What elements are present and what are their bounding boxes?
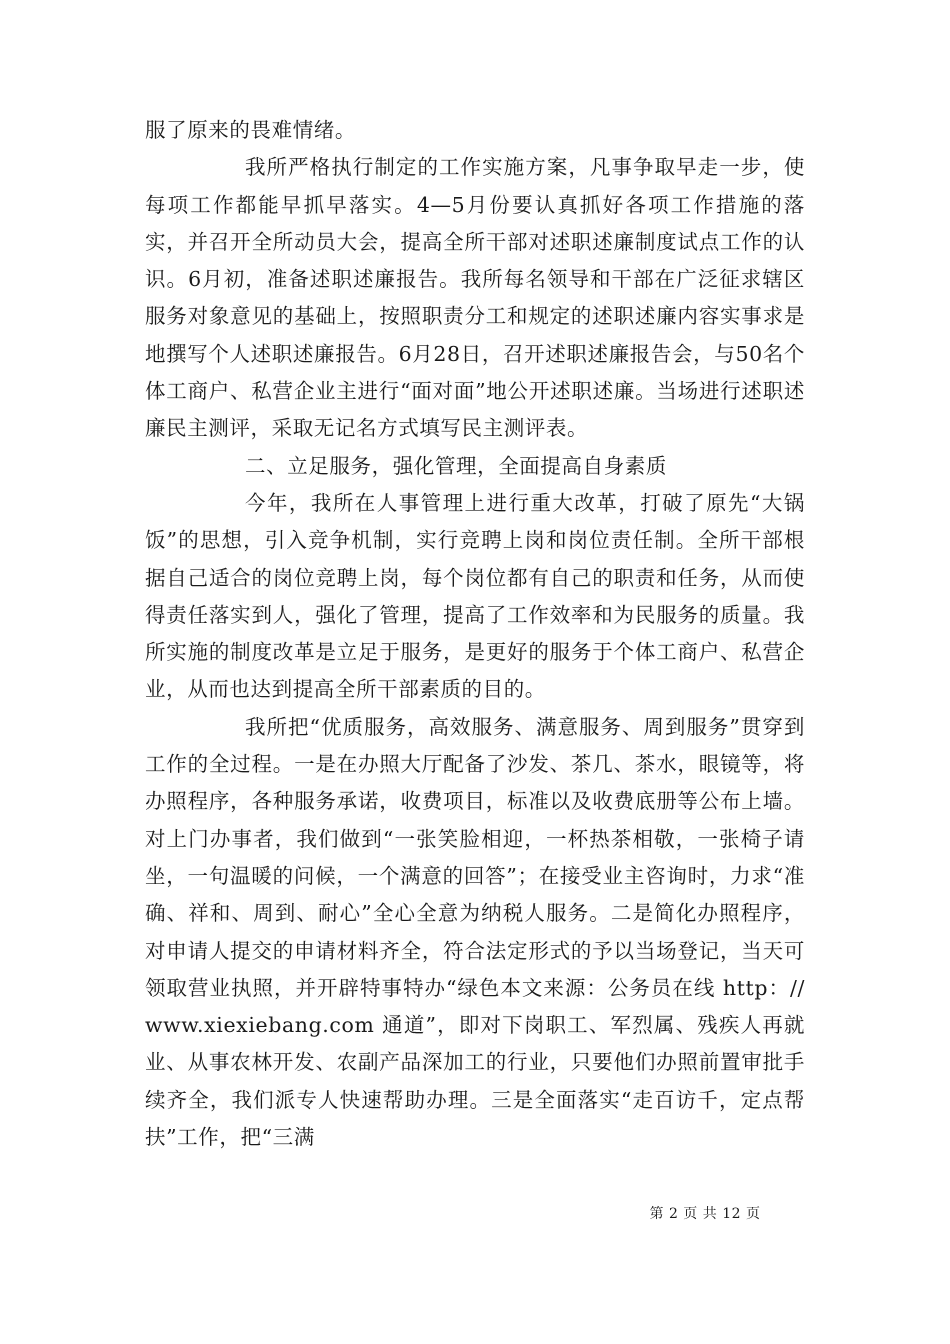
document-body	[145, 112, 805, 1156]
page-footer	[0, 1204, 950, 1224]
paragraph-personnel-reform: 今年，我所在人事管理上进行重大改革，打破了原先“大锅饭”的思想，引入竞争机制，实行竞聘上岗和岗位责任制。全所干部根据自己适合的岗位竞聘上岗，每个岗位都有自己的职责和任务，从而使得责任落实到人，强化了管理，提高了工作效率和为民服务的质量。我所实施的制度改革是立足于服务，是更好的服务于个体工商户、私营企业，从而也达到提高全所干部素质的目的。	[145, 490, 805, 702]
paragraph-continuation: 服了原来的畏难情绪。	[145, 118, 356, 142]
paragraph-quality-service: 我所把“优质服务，高效服务、满意服务、周到服务”贯穿到工作的全过程。一是在办照大厅配备了沙发、茶几、茶水，眼镜等，将办照程序，各种服务承诺，收费项目，标准以及收费底册等公布上墙。对上门办事者，我们做到“一张笑脸相迎，一杯热茶相敬，一张椅子请坐，一句温暖的问候，一个满意的回答”；在接受业主咨询时，力求“准确、祥和、周到、耐心”全心全意为纳税人服务。二是简化办照程序，对申请人提交的申请材料齐全，符合法定形式的予以当场登记，当天可领取营业执照，并开辟特事特办“绿色本文来源：公务员在线 http：//www.xiexiebang.com 通道”，即对下岗职工、军烈属、残疾人再就业、从事农林开发、农副产品深加工的行业，只要他们办照前置审批手续齐全，我们派专人快速帮助办理。三是全面落实“走百访千，定点帮扶”工作，把“三满	[145, 714, 805, 1150]
page-number: 第 2 页 共 12 页	[649, 1206, 761, 1222]
paragraph-work-plan: 我所严格执行制定的工作实施方案，凡事争取早走一步，使每项工作都能早抓早落实。4—5月份要认真抓好各项工作措施的落实，并召开全所动员大会，提高全所干部对述职述廉制度试点工作的认识。6月初，准备述职述廉报告。我所每名领导和干部在广泛征求辖区服务对象意见的基础上，按照职责分工和规定的述职述廉内容实事求是地撰写个人述职述廉报告。6月28日，召开述职述廉报告会，与50名个体工商户、私营企业主进行“面对面”地公开述职述廉。当场进行述职述廉民主测评，采取无记名方式填写民主测评表。	[145, 155, 805, 441]
section-heading: 二、立足服务，强化管理，全面提高自身素质	[245, 453, 667, 478]
